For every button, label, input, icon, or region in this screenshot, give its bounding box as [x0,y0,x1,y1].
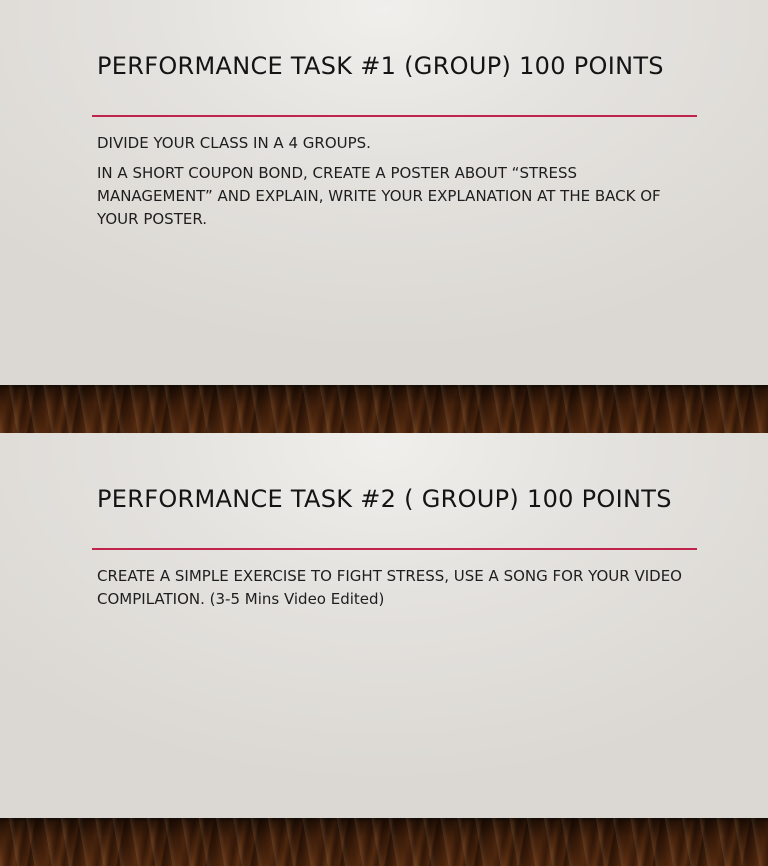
slide-body [97,565,687,618]
body-paragraph: CREATE A SIMPLE EXERCISE TO FIGHT STRESS, USE A SONG FOR YOUR VIDEO COMPILATION. (3-5 Mins Video Edited) [97,567,682,608]
body-paragraph: IN A SHORT COUPON BOND, CREATE A POSTER ABOUT “STRESS MANAGEMENT” AND EXPLAIN, WRITE YOUR EXPLANATION AT THE BACK OF YOUR POSTER. [97,164,661,228]
title-divider [92,115,697,117]
slide-body [97,132,687,238]
slide-title: PERFORMANCE TASK #2 ( GROUP) 100 POINTS [97,485,672,513]
slide-title: PERFORMANCE TASK #1 (GROUP) 100 POINTS [97,52,664,80]
wood-floor [0,385,768,433]
slide-2 [0,433,768,866]
body-paragraph: DIVIDE YOUR CLASS IN A 4 GROUPS. [97,134,371,152]
wood-floor [0,818,768,866]
title-divider [92,548,697,550]
